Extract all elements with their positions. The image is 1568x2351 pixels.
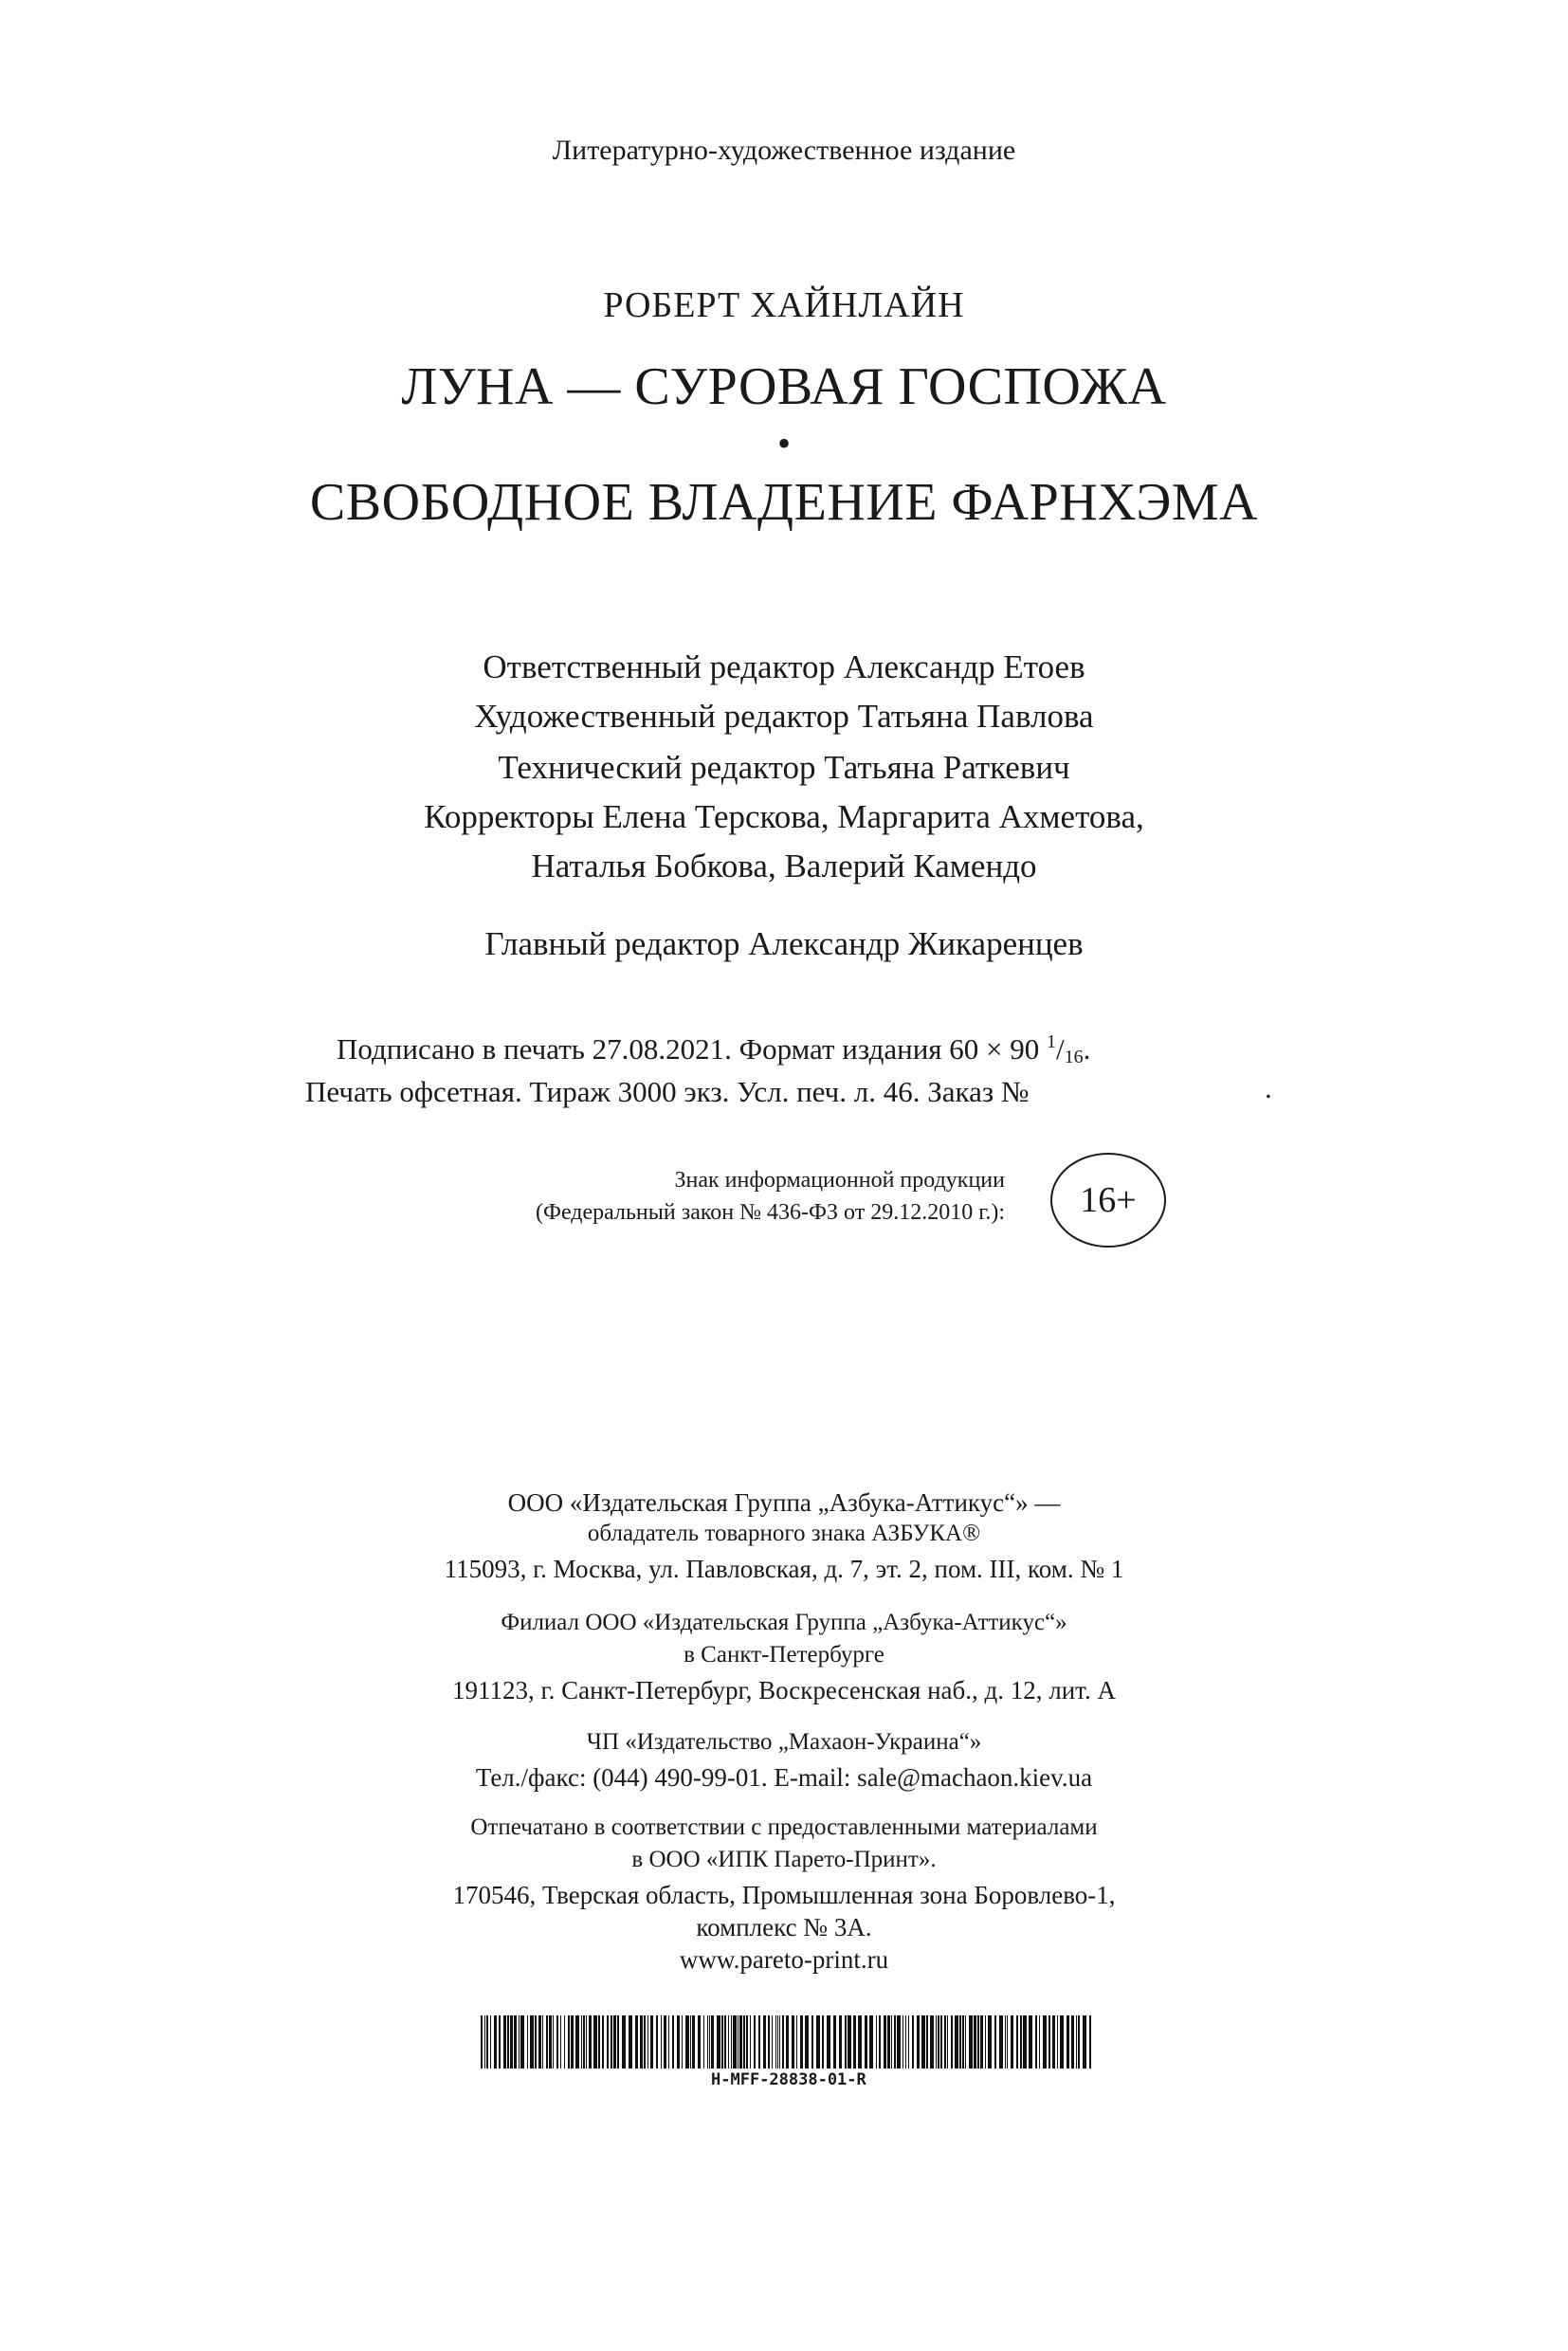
barcode-bar — [974, 2015, 976, 2069]
barcode-bar — [944, 2015, 946, 2069]
barcode-bar — [640, 2015, 643, 2069]
barcode-bar — [894, 2015, 896, 2069]
barcode-bar — [717, 2015, 720, 2069]
barcode-bar — [792, 2015, 794, 2069]
barcode-bar — [1089, 2015, 1091, 2069]
format-fraction-slash: / — [1056, 1032, 1065, 1066]
barcode-bar — [739, 2015, 742, 2069]
barcode-bar — [786, 2015, 789, 2069]
barcode-bar — [564, 2015, 565, 2069]
barcode-bar — [772, 2015, 773, 2069]
title-separator: • — [776, 422, 791, 465]
barcode-bar — [1035, 2015, 1037, 2069]
barcode-bar — [731, 2015, 732, 2069]
barcode-bar — [682, 2015, 683, 2069]
barcode-bar — [782, 2015, 784, 2069]
barcode-bar — [938, 2015, 939, 2069]
barcode-bar — [754, 2015, 756, 2069]
credit-line: Технический редактор Татьяна Раткевич — [498, 749, 1070, 786]
barcode-bar — [510, 2015, 513, 2069]
barcode-bar — [1067, 2015, 1069, 2069]
barcode-bar — [581, 2015, 582, 2069]
age-rating-label — [417, 1164, 1005, 1229]
publisher-line: ЧП «Издательство „Махаон-Украина“» — [586, 1729, 982, 1755]
publisher-line: ООО «Издательская Группа „Азбука-Аттикус“» — — [507, 1488, 1061, 1517]
age-rating-value: 16+ — [1080, 1180, 1137, 1220]
barcode-bar — [800, 2015, 803, 2069]
barcode-bar — [692, 2015, 695, 2069]
barcode-bar — [959, 2015, 961, 2069]
barcode-bar — [969, 2015, 973, 2069]
barcode-text: H-MFF-28838-01-R — [711, 2070, 866, 2089]
barcode-bar — [602, 2015, 604, 2069]
barcode-bar — [698, 2015, 701, 2069]
publisher-line: обладатель товарного знака АЗБУКА® — [587, 1521, 981, 1546]
barcode-bar — [664, 2015, 666, 2069]
publisher-line: в Санкт-Петербурге — [684, 1642, 884, 1668]
barcode-bar — [538, 2015, 541, 2069]
barcode-bar — [568, 2015, 570, 2069]
barcode-bar — [527, 2015, 528, 2069]
barcode-bar — [940, 2015, 942, 2069]
barcode-bar — [520, 2015, 524, 2069]
barcode-bar — [947, 2015, 948, 2069]
barcode-bar — [607, 2015, 609, 2069]
publisher-line: 115093, г. Москва, ул. Павловская, д. 7, эт. 2, пом. III, ком. № 1 — [444, 1555, 1124, 1583]
format-fraction-numerator: 1 — [1047, 1031, 1057, 1052]
credit-line: Корректоры Елена Терскова, Маргарита Ахметова, — [424, 798, 1144, 835]
barcode-bar — [535, 2015, 537, 2069]
barcode-bar — [887, 2015, 890, 2069]
barcode-bar — [1016, 2015, 1018, 2069]
barcode-bar — [912, 2015, 914, 2069]
barcode-bar — [644, 2015, 646, 2069]
barcode-bar — [486, 2015, 488, 2069]
barcode-bar — [685, 2015, 689, 2069]
barcode-bar — [839, 2015, 842, 2069]
barcode-bar — [962, 2015, 964, 2069]
barcode-bar — [994, 2015, 996, 2069]
barcode-bar — [709, 2015, 710, 2069]
barcode-bar — [629, 2015, 632, 2069]
print-info-text: Подписано в печать 27.08.2021. Формат издания 60 × 90 — [337, 1032, 1048, 1066]
publisher-line: Филиал ООО «Издательская Группа „Азбука-Аттикус“» — [501, 1610, 1067, 1635]
author-name: РОБЕРТ ХАЙНЛАЙН — [603, 285, 965, 325]
barcode-bar — [908, 2015, 909, 2069]
publisher-line: Отпечатано в соответствии с предоставленными материалами — [470, 1814, 1098, 1840]
barcode-bar — [999, 2015, 1003, 2069]
barcode-bar — [707, 2015, 708, 2069]
book-title-2: СВОБОДНОЕ ВЛАДЕНИЕ ФАРНХЭМА — [309, 473, 1259, 532]
barcode-bar — [876, 2015, 877, 2069]
barcode-bar — [816, 2015, 820, 2069]
barcode-bar — [897, 2015, 901, 2069]
publisher-line: в ООО «ИПК Парето-Принт». — [631, 1847, 937, 1872]
barcode-bar — [1048, 2015, 1050, 2069]
print-info-line-2: Печать офсетная. Тираж 3000 экз. Усл. печ. л. 46. Заказ № — [305, 1075, 1030, 1108]
print-info-line-1 — [337, 1031, 1090, 1066]
barcode-bar — [884, 2015, 886, 2069]
age-rating-label-2: (Федеральный закон № 436-ФЗ от 29.12.2010 г.): — [535, 1200, 1005, 1225]
barcode-bar — [743, 2015, 745, 2069]
barcode-bar — [750, 2015, 751, 2069]
barcode-bar — [1076, 2015, 1077, 2069]
barcode-bar — [490, 2015, 491, 2069]
publisher-line: 170546, Тверская область, Промышленная зона Боровлево-1, — [452, 1881, 1116, 1909]
barcode-bar — [853, 2015, 856, 2069]
barcode-bar — [980, 2015, 983, 2069]
barcode-bar — [575, 2015, 579, 2069]
barcode-bar — [586, 2015, 587, 2069]
barcode-bar — [519, 2015, 520, 2069]
barcode-bar — [647, 2015, 648, 2069]
barcode — [481, 2015, 1095, 2069]
barcode-bar — [494, 2015, 497, 2069]
barcode-bar — [703, 2015, 704, 2069]
barcode-bar — [763, 2015, 766, 2069]
barcode-bar — [1043, 2015, 1047, 2069]
barcode-bar — [777, 2015, 778, 2069]
barcode-bar — [917, 2015, 920, 2069]
barcode-bar — [556, 2015, 558, 2069]
barcode-bar — [661, 2015, 662, 2069]
barcode-bar — [589, 2015, 592, 2069]
format-fraction-denominator: 16 — [1064, 1047, 1084, 1067]
barcode-bar — [879, 2015, 881, 2069]
barcode-bar — [711, 2015, 714, 2069]
barcode-bar — [593, 2015, 597, 2069]
barcode-bar — [733, 2015, 737, 2069]
barcode-bar — [650, 2015, 653, 2069]
barcode-bar — [833, 2015, 836, 2069]
barcode-bar — [1060, 2015, 1064, 2069]
barcode-bar — [858, 2015, 862, 2069]
barcode-bar — [775, 2015, 776, 2069]
barcode-bar — [553, 2015, 554, 2069]
barcode-bar — [1052, 2015, 1055, 2069]
barcode-bar — [677, 2015, 680, 2069]
barcode-bar — [891, 2015, 892, 2069]
barcode-bar — [1005, 2015, 1006, 2069]
barcode-bar — [951, 2015, 953, 2069]
barcode-bar — [656, 2015, 658, 2069]
book-title-1: ЛУНА — СУРОВАЯ ГОСПОЖА — [401, 357, 1167, 416]
chief-editor: Главный редактор Александр Жикаренцев — [484, 925, 1084, 962]
barcode-bar — [1071, 2015, 1074, 2069]
age-rating-badge — [1050, 1153, 1166, 1248]
barcode-bar — [1020, 2015, 1022, 2069]
barcode-bar — [690, 2015, 691, 2069]
barcode-bar — [811, 2015, 813, 2069]
credit-line: Наталья Бобкова, Валерий Камендо — [531, 847, 1037, 884]
barcode-bar — [1011, 2015, 1013, 2069]
barcode-bar — [845, 2015, 847, 2069]
barcode-bar — [611, 2015, 612, 2069]
barcode-bar — [955, 2015, 958, 2069]
barcode-bar — [827, 2015, 830, 2069]
barcode-bar — [530, 2015, 534, 2069]
barcode-bar — [728, 2015, 729, 2069]
barcode-bar — [549, 2015, 552, 2069]
barcode-bar — [921, 2015, 925, 2069]
barcode-bar — [617, 2015, 619, 2069]
barcode-bar — [977, 2015, 979, 2069]
barcode-bar — [985, 2015, 986, 2069]
publisher-line: Тел./факс: (044) 490-99-01. E-mail: sale@machaon.kiev.ua — [475, 1763, 1093, 1792]
barcode-bar — [635, 2015, 638, 2069]
print-info-line-2-end: . — [1265, 1071, 1272, 1104]
barcode-bar — [1057, 2015, 1058, 2069]
barcode-bar — [1023, 2015, 1027, 2069]
barcode-bar — [481, 2015, 483, 2069]
barcode-bar — [1007, 2015, 1008, 2069]
barcode-bar — [848, 2015, 851, 2069]
barcode-bar — [1039, 2015, 1040, 2069]
barcode-bar — [1078, 2015, 1080, 2069]
barcode-bar — [926, 2015, 928, 2069]
barcode-bar — [583, 2015, 585, 2069]
print-info-end: . — [1083, 1032, 1091, 1066]
barcode-bar — [1083, 2015, 1086, 2069]
barcode-bar — [779, 2015, 780, 2069]
barcode-bar — [930, 2015, 934, 2069]
barcode-bar — [613, 2015, 616, 2069]
age-rating-label-1: Знак информационной продукции — [674, 1168, 1005, 1193]
barcode-bar — [796, 2015, 797, 2069]
credit-line: Ответственный редактор Александр Етоев — [483, 648, 1085, 685]
barcode-bar — [758, 2015, 760, 2069]
barcode-bar — [598, 2015, 600, 2069]
barcode-bar — [542, 2015, 543, 2069]
barcode-bar — [905, 2015, 906, 2069]
barcode-bar — [571, 2015, 574, 2069]
genre-label: Литературно-художественное издание — [552, 135, 1016, 166]
barcode-bar — [805, 2015, 809, 2069]
barcode-bar — [560, 2015, 561, 2069]
publisher-url: www.pareto-print.ru — [679, 1945, 889, 1974]
barcode-bar — [721, 2015, 723, 2069]
barcode-bar — [668, 2015, 669, 2069]
barcode-bar — [622, 2015, 626, 2069]
credit-line: Художественный редактор Татьяна Павлова — [474, 698, 1094, 735]
barcode-bar — [514, 2015, 517, 2069]
barcode-bar — [507, 2015, 509, 2069]
barcode-bar — [724, 2015, 726, 2069]
barcode-bar — [869, 2015, 873, 2069]
barcode-bar — [822, 2015, 824, 2069]
barcode-bar — [768, 2015, 770, 2069]
barcode-bar — [484, 2015, 485, 2069]
barcode-bar — [746, 2015, 748, 2069]
barcode-bar — [988, 2015, 992, 2069]
publisher-line: 191123, г. Санкт-Петербург, Воскресенская наб., д. 12, лит. А — [452, 1676, 1116, 1704]
barcode-bar — [965, 2015, 966, 2069]
barcode-bar — [546, 2015, 548, 2069]
barcode-bar — [499, 2015, 501, 2069]
barcode-bar — [936, 2015, 937, 2069]
barcode-bar — [865, 2015, 867, 2069]
barcode-bar — [1029, 2015, 1032, 2069]
barcode-bar — [503, 2015, 506, 2069]
publisher-line: комплекс № 3А. — [696, 1913, 872, 1941]
barcode-bar — [672, 2015, 674, 2069]
